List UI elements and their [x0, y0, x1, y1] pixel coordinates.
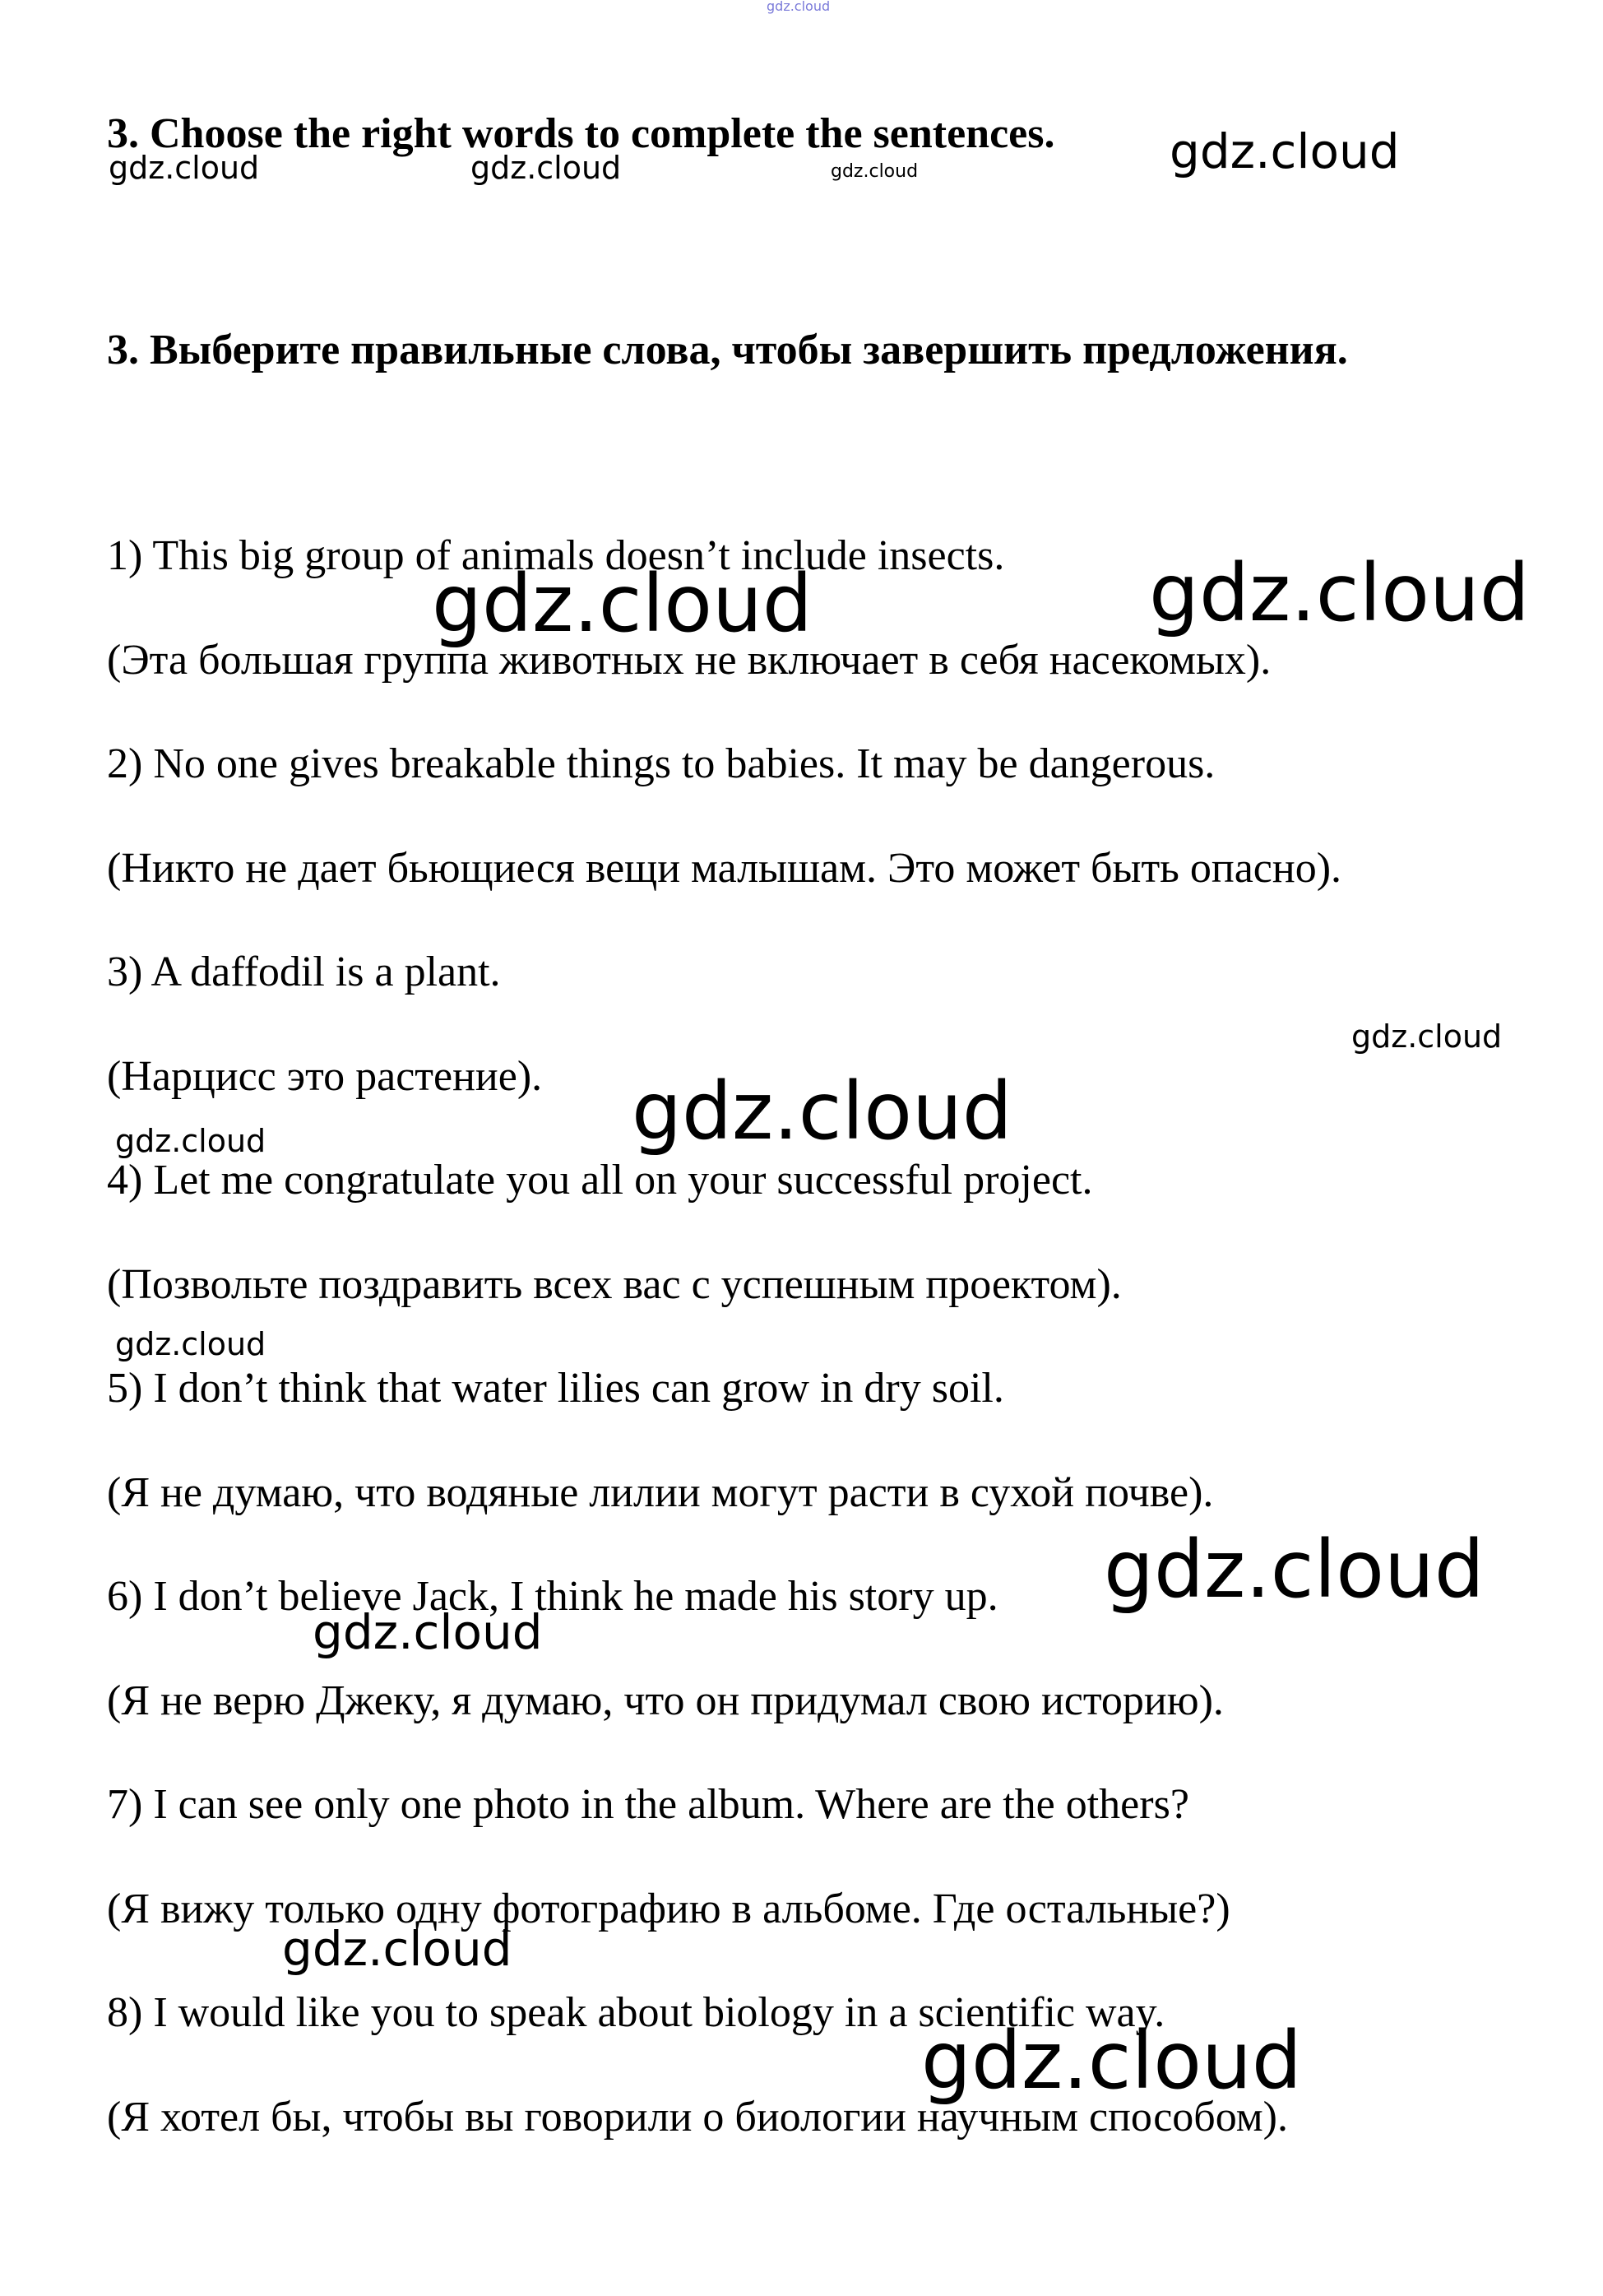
watermark: gdz.cloud [1351, 1018, 1503, 1055]
watermark: gdz.cloud [1104, 1524, 1485, 1616]
watermark: gdz.cloud [1170, 123, 1400, 179]
sentence-8-russian: (Я хотел бы, чтобы вы говорили о биологии научным способом). [107, 2094, 1288, 2141]
exercise-title-russian: 3. Выберите правильные слова, чтобы завершить предложения. [107, 327, 1348, 373]
sentence-7-russian: (Я вижу только одну фотографию в альбоме. Где остальные?) [107, 1886, 1230, 1932]
watermark: gdz.cloud [432, 558, 813, 650]
watermark: gdz.cloud [1149, 547, 1530, 639]
sentence-7-english: 7) I can see only one photo in the album. Where are the others? [107, 1781, 1189, 1828]
sentence-8-english: 8) I would like you to speak about biology in a scientific way. [107, 1989, 1165, 2036]
sentence-5-russian: (Я не думаю, что водяные лилии могут расти в сухой почве). [107, 1469, 1214, 1516]
watermark: gdz.cloud [632, 1065, 1012, 1157]
sentence-6-english: 6) I don’t believe Jack, I think he made his story up. [107, 1573, 998, 1620]
sentence-3-english: 3) A daffodil is a plant. [107, 949, 501, 995]
top-watermark: gdz.cloud [767, 0, 831, 14]
sentence-5-english: 5) I don’t think that water lilies can grow in dry soil. [107, 1365, 1004, 1412]
watermark: gdz.cloud [109, 150, 260, 186]
sentence-3-russian: (Нарцисс это растение). [107, 1053, 543, 1100]
watermark: gdz.cloud [282, 1921, 512, 1977]
watermark: gdz.cloud [470, 150, 622, 186]
watermark: gdz.cloud [921, 2015, 1302, 2107]
watermark: gdz.cloud [831, 161, 919, 182]
watermark: gdz.cloud [115, 1326, 266, 1362]
exercise-title-english: 3. Choose the right words to complete the sentences. [107, 110, 1055, 157]
watermark: gdz.cloud [313, 1604, 543, 1660]
watermark: gdz.cloud [115, 1123, 266, 1159]
sentence-4-russian: (Позвольте поздравить всех вас с успешным проектом). [107, 1261, 1122, 1308]
sentence-1-russian: (Эта большая группа животных не включает в себя насекомых). [107, 637, 1272, 684]
sentence-1-english: 1) This big group of animals doesn’t include insects. [107, 532, 1005, 579]
sentence-2-english: 2) No one gives breakable things to babies. It may be dangerous. [107, 740, 1216, 787]
sentence-2-russian: (Никто не дает бьющиеся вещи малышам. Это может быть опасно). [107, 845, 1342, 892]
sentence-4-english: 4) Let me congratulate you all on your successful project. [107, 1157, 1093, 1204]
sentence-6-russian: (Я не верю Джеку, я думаю, что он придумал свою историю). [107, 1677, 1224, 1724]
